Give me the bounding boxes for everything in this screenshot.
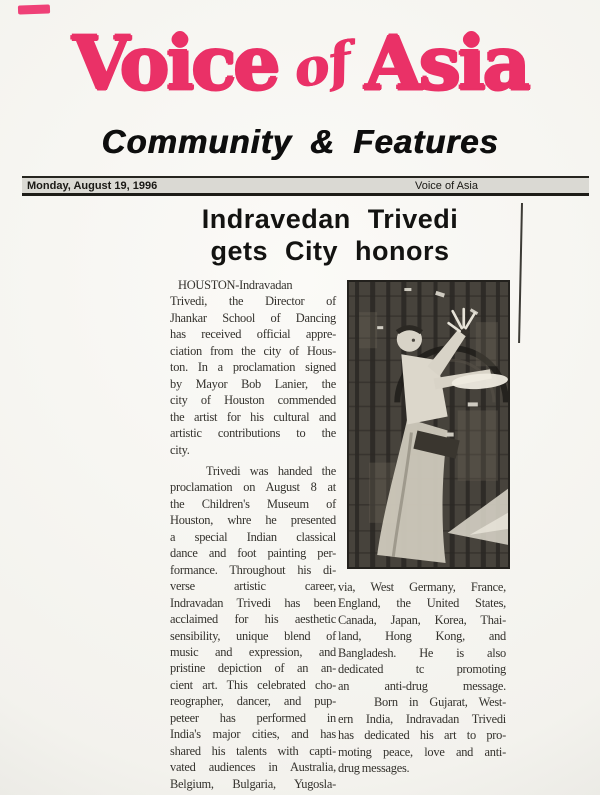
article-line: Trivedi, the Director of — [170, 294, 336, 309]
masthead-word-asia: Asia — [364, 21, 528, 107]
masthead-word-of: of — [288, 30, 356, 101]
column-divider — [518, 203, 523, 343]
article-line: ciation from the city of Hous- — [170, 343, 336, 358]
headline-line-2: gets City honors — [210, 236, 450, 266]
dateline-paper-name: Voice of Asia — [415, 179, 478, 192]
article-line: a special Indian classical — [170, 529, 336, 544]
article-line: city of Houston commended — [170, 393, 336, 408]
article-line: Jhankar School of Dancing — [170, 310, 336, 325]
article-line: Houston, whre he presented — [170, 513, 336, 528]
article-line: Canada, Japan, Korea, Thai- — [338, 612, 506, 627]
dateline-date: Monday, August 19, 1996 — [27, 179, 158, 192]
article-line: has received official appre- — [170, 327, 336, 342]
article-line: Trivedi was handed the — [206, 463, 336, 478]
article-line: verse artistic career, — [170, 579, 336, 594]
article-line: the Children's Museum of — [170, 496, 336, 511]
article-line: drug messages. — [338, 760, 410, 775]
article-line: pristine depiction of an an- — [170, 661, 336, 676]
masthead-title — [0, 16, 600, 114]
masthead-word-voice: Voice — [72, 21, 278, 107]
article-line: music and expression, and — [170, 644, 336, 659]
article-line: dance and foot painting per- — [170, 546, 336, 561]
article-line: Bangladesh. He is also — [338, 645, 506, 660]
article-line: England, the United States, — [338, 596, 506, 611]
article-column-2 — [338, 579, 506, 776]
article-line: acclaimed for his aesthetic — [170, 612, 336, 627]
article-photo — [347, 280, 510, 569]
article-line: the artist for his cultural and — [170, 409, 336, 424]
article-line: Belgium, Bulgaria, Yugosla- — [170, 776, 336, 791]
article-headline — [150, 203, 510, 267]
article-line: by Mayor Bob Lanier, the — [170, 376, 336, 391]
article-line: India's major cities, and has — [170, 727, 336, 742]
article-line: Indravadan Trivedi has been — [170, 595, 336, 610]
article-line: moting peace, love and anti- — [338, 744, 506, 759]
article-line: vated audiences in Australia, — [170, 760, 336, 775]
article-line: city. — [170, 442, 190, 457]
article-line: cient art. This celebrated cho- — [170, 677, 336, 692]
section-banner: Community & Features — [101, 123, 499, 160]
article-line: via, West Germany, France, — [338, 580, 506, 594]
article-line: an anti-drug message. — [338, 678, 506, 693]
article-line: ern India, Indravadan Trivedi — [338, 711, 506, 726]
article-line: artistic contributions to the — [170, 426, 336, 441]
headline-line-1: Indravedan Trivedi — [201, 204, 459, 234]
article-column-1 — [170, 277, 336, 792]
dateline-bar — [22, 176, 589, 196]
article-line: land, Hong Kong, and — [338, 629, 506, 644]
article-line: sensibility, unique blend of — [170, 628, 336, 643]
article-line: peteer has performed in — [170, 710, 336, 725]
article-line: reographer, dancer, and pup- — [170, 694, 336, 709]
article-line: dedicated tc promoting — [338, 662, 506, 677]
article-line: ton. In a proclamation signed — [170, 360, 336, 375]
dancer-photo-illustration — [349, 282, 508, 567]
pink-corner-mark — [18, 4, 50, 14]
article-line: proclamation on August 8 at — [170, 480, 336, 495]
article-line: shared his talents with capti- — [170, 743, 336, 758]
article-line: has dedicated his art to pro- — [338, 728, 506, 743]
article-line: HOUSTON-Indravadan — [178, 278, 293, 292]
article-line: formance. Throughout his di- — [170, 562, 336, 577]
article-line: Born in Gujarat, West- — [374, 695, 506, 710]
